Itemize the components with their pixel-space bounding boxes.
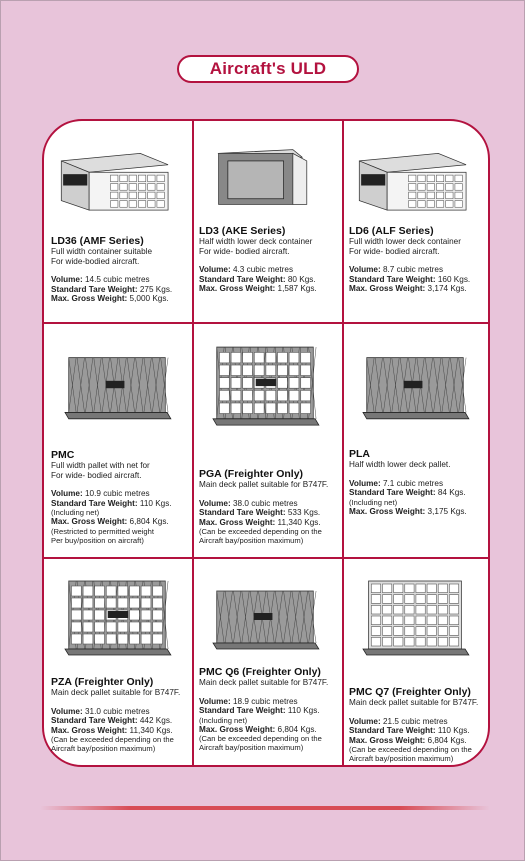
uld-spec-text	[51, 235, 190, 304]
main-deck-pallet-icon	[200, 326, 330, 442]
uld-note: (Can be exceeded depending on the	[349, 745, 472, 755]
uld-card	[342, 322, 490, 557]
uld-name: LD36 (AMF Series)	[51, 235, 144, 247]
page-title: Aircraft's ULD	[209, 59, 327, 78]
uld-description: Main deck pallet suitable for B747F.	[349, 698, 479, 707]
uld-spec-text	[349, 686, 488, 763]
uld-spec-text	[199, 225, 338, 294]
uld-name: PGA (Freighter Only)	[199, 468, 304, 480]
uld-description: Half width lower deck container	[199, 237, 313, 246]
uld-gross-weight: Max. Gross Weight: 11,340 Kgs.	[51, 725, 173, 735]
uld-card	[44, 121, 192, 322]
uld-tare-weight: Standard Tare Weight: 160 Kgs.	[349, 274, 471, 284]
q7-pallet-icon	[350, 561, 480, 671]
uld-spec-text	[51, 676, 190, 753]
uld-gross-weight: Max. Gross Weight: 3,175 Kgs.	[349, 506, 467, 516]
lower-deck-pallet-icon	[350, 326, 480, 442]
contoured-pallet-icon	[52, 561, 182, 671]
uld-tare-weight: Standard Tare Weight: 110 Kgs.	[199, 706, 320, 716]
uld-tare-weight: Standard Tare Weight: 84 Kgs.	[349, 488, 466, 498]
uld-volume: Volume: 4.3 cubic metres	[199, 265, 294, 275]
uld-name: LD6 (ALF Series)	[349, 225, 434, 237]
bottom-accent-bar	[40, 806, 490, 810]
uld-spec-text	[51, 449, 190, 545]
uld-note: Per buy/position on aircraft)	[51, 535, 144, 545]
uld-gross-weight: Max. Gross Weight: 1,587 Kgs.	[199, 284, 317, 294]
page-title-badge	[177, 55, 359, 83]
uld-volume: Volume: 31.0 cubic metres	[51, 706, 150, 716]
uld-gross-weight: Max. Gross Weight: 3,174 Kgs.	[349, 284, 467, 294]
uld-description: Full width container suitable	[51, 247, 153, 256]
uld-spec-text	[199, 666, 338, 752]
uld-gross-weight: Max. Gross Weight: 6,804 Kgs.	[199, 724, 317, 734]
uld-card	[192, 322, 340, 557]
uld-note: (Can be exceeded depending on the	[51, 735, 174, 745]
uld-note: (Can be exceeded depending on the	[199, 527, 322, 537]
uld-tare-note: (Including net)	[349, 497, 398, 507]
uld-description: Main deck pallet suitable for B747F.	[199, 678, 329, 687]
uld-volume: Volume: 8.7 cubic metres	[349, 265, 444, 275]
net-pallet-icon	[52, 326, 182, 442]
uld-card	[192, 557, 340, 767]
uld-description: For wide-bodied aircraft.	[51, 256, 140, 266]
uld-name: LD3 (AKE Series)	[199, 225, 286, 237]
uld-note: (Restricted to permitted weight	[51, 526, 154, 536]
q6-pallet-icon	[200, 561, 330, 671]
uld-tare-weight: Standard Tare Weight: 80 Kgs.	[199, 274, 316, 284]
uld-volume: Volume: 21.5 cubic metres	[349, 716, 448, 726]
uld-note: Aircraft bay/position maximum)	[199, 743, 304, 753]
uld-name: PZA (Freighter Only)	[51, 676, 154, 688]
uld-tare-weight: Standard Tare Weight: 110 Kgs.	[349, 726, 470, 736]
uld-description: For wide- bodied aircraft.	[349, 246, 440, 256]
uld-tare-weight: Standard Tare Weight: 442 Kgs.	[51, 716, 173, 726]
uld-tare-weight: Standard Tare Weight: 275 Kgs.	[51, 284, 173, 294]
uld-description: Main deck pallet suitable for B747F.	[51, 688, 181, 697]
uld-volume: Volume: 18.9 cubic metres	[199, 696, 298, 706]
uld-card	[44, 557, 192, 767]
uld-card	[342, 121, 490, 322]
uld-gross-weight: Max. Gross Weight: 6,804 Kgs.	[51, 517, 169, 527]
uld-note: Aircraft bay/position maximum)	[349, 754, 454, 764]
uld-description: For wide- bodied aircraft.	[51, 470, 142, 480]
uld-volume: Volume: 14.5 cubic metres	[51, 275, 150, 285]
uld-card	[44, 322, 192, 557]
uld-volume: Volume: 38.0 cubic metres	[199, 498, 298, 508]
uld-note: Aircraft bay/position maximum)	[51, 744, 156, 754]
lower-deck-container-icon	[350, 125, 480, 229]
uld-tare-note: (Including net)	[51, 508, 100, 518]
uld-name: PMC Q6 (Freighter Only)	[199, 666, 321, 678]
uld-spec-text	[349, 448, 488, 516]
uld-spec-text	[199, 468, 338, 545]
uld-gross-weight: Max. Gross Weight: 5,000 Kgs.	[51, 294, 169, 304]
uld-note: (Can be exceeded depending on the	[199, 734, 322, 744]
uld-gross-weight: Max. Gross Weight: 11,340 Kgs.	[199, 517, 321, 527]
uld-description: Full width lower deck container	[349, 237, 461, 246]
uld-name: PLA	[349, 448, 370, 460]
full-width-container-icon	[52, 125, 182, 229]
uld-volume: Volume: 10.9 cubic metres	[51, 489, 150, 499]
uld-card	[192, 121, 340, 322]
uld-spec-text	[349, 225, 488, 294]
uld-tare-weight: Standard Tare Weight: 110 Kgs.	[51, 498, 172, 508]
uld-note: Aircraft bay/position maximum)	[199, 536, 304, 546]
uld-description: Full width pallet with net for	[51, 461, 150, 470]
uld-description: Main deck pallet suitable for B747F.	[199, 480, 329, 489]
half-width-container-icon	[200, 125, 330, 229]
uld-name: PMC Q7 (Freighter Only)	[349, 686, 471, 698]
uld-tare-weight: Standard Tare Weight: 533 Kgs.	[199, 508, 321, 518]
uld-volume: Volume: 7.1 cubic metres	[349, 478, 444, 488]
uld-description: For wide- bodied aircraft.	[199, 246, 290, 256]
uld-name: PMC	[51, 449, 75, 461]
uld-card	[342, 557, 490, 767]
uld-tare-note: (Including net)	[199, 715, 248, 725]
uld-gross-weight: Max. Gross Weight: 6,804 Kgs.	[349, 735, 467, 745]
uld-description: Half width lower deck pallet.	[349, 460, 451, 469]
